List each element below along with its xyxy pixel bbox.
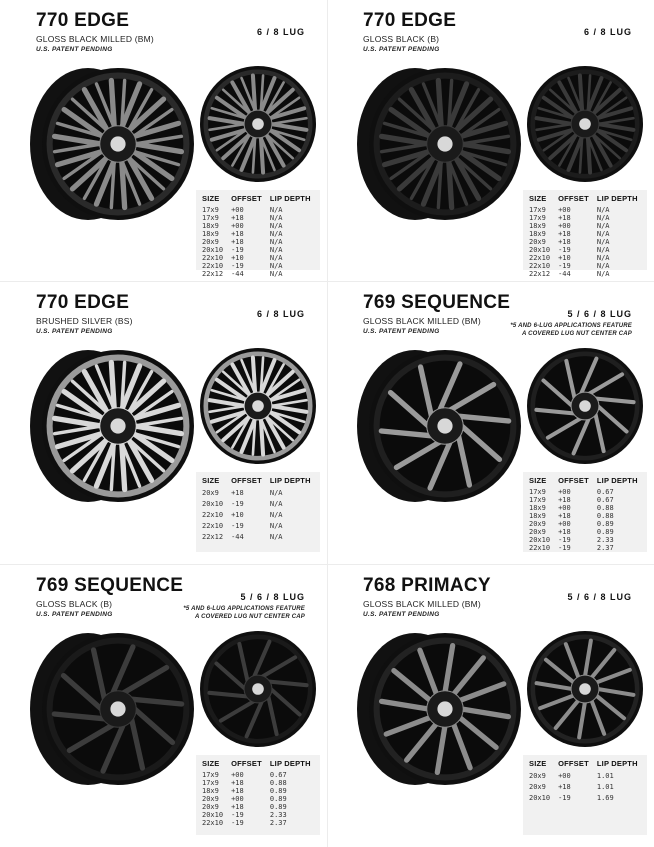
center-cap-logo <box>437 418 452 433</box>
table-row <box>202 214 319 222</box>
lip-depth-cell: 2.33 <box>269 811 287 819</box>
size-cell: 22x12 <box>202 533 224 541</box>
offset-cell: -19 <box>558 544 571 552</box>
offset-cell: -19 <box>558 262 571 270</box>
wheel-front-image <box>196 62 320 186</box>
offset-cell: -44 <box>558 270 571 278</box>
table-row <box>529 512 646 520</box>
table-row <box>202 803 319 811</box>
size-cell: 20x9 <box>529 783 546 791</box>
patent-note: U.S. PATENT PENDING <box>36 611 113 618</box>
table-row <box>202 771 319 779</box>
size-cell: 17x9 <box>202 771 219 779</box>
table-row <box>202 262 319 270</box>
offset-cell: -19 <box>231 246 244 254</box>
lip-depth-cell: N/A <box>596 230 610 238</box>
table-row <box>202 811 319 819</box>
offset-cell: +00 <box>231 795 244 803</box>
lip-depth-cell: N/A <box>269 270 283 278</box>
size-cell: 18x9 <box>202 222 219 230</box>
size-cell: 17x9 <box>529 488 546 496</box>
offset-cell: -44 <box>231 270 244 278</box>
lug-pattern: 5 / 6 / 8 LUG <box>567 309 632 319</box>
size-cell: 17x9 <box>202 206 219 214</box>
size-cell: 20x9 <box>529 772 546 780</box>
lip-depth-cell: N/A <box>269 238 283 246</box>
offset-cell: +00 <box>558 504 571 512</box>
size-cell: 17x9 <box>529 206 546 214</box>
lip-depth-cell: N/A <box>269 206 283 214</box>
product-finish: GLOSS BLACK (B) <box>363 34 440 44</box>
center-cap-logo <box>110 136 125 151</box>
table-row <box>202 499 319 510</box>
product-title: 769 SEQUENCE <box>363 292 511 313</box>
offset-cell: -19 <box>558 536 571 544</box>
offset-cell: +18 <box>231 787 244 795</box>
size-header: SIZE <box>529 476 547 485</box>
lip-depth-cell: N/A <box>269 222 283 230</box>
size-cell: 18x9 <box>202 787 219 795</box>
table-row <box>202 510 319 521</box>
lip-depth-cell: 2.37 <box>269 819 287 827</box>
spec-table <box>196 190 320 278</box>
table-row <box>529 544 646 552</box>
center-cap-logo <box>579 683 591 695</box>
size-cell: 18x9 <box>202 230 219 238</box>
size-cell: 22x10 <box>529 544 551 552</box>
size-cell: 18x9 <box>529 512 546 520</box>
offset-cell: +00 <box>558 206 571 214</box>
offset-cell: +18 <box>558 496 571 504</box>
size-header: SIZE <box>529 194 547 203</box>
lip-depth-cell: N/A <box>596 270 610 278</box>
lip-depth-cell: 0.67 <box>269 771 287 779</box>
offset-cell: +18 <box>558 783 571 791</box>
table-row <box>529 496 646 504</box>
size-cell: 22x12 <box>202 270 224 278</box>
offset-cell: +00 <box>231 206 244 214</box>
size-cell: 17x9 <box>529 496 546 504</box>
table-row <box>529 793 646 804</box>
center-cap-logo <box>252 400 264 412</box>
offset-cell: +18 <box>231 238 244 246</box>
lip-depth-header: LIP DEPTH <box>596 476 638 485</box>
offset-cell: -19 <box>231 500 244 508</box>
lip-depth-header: LIP DEPTH <box>596 759 638 768</box>
lip-depth-cell: N/A <box>269 214 283 222</box>
center-cap-logo <box>579 118 591 130</box>
offset-header: OFFSET <box>231 759 262 768</box>
offset-cell: +00 <box>558 222 571 230</box>
lug-pattern: 6 / 8 LUG <box>256 309 305 319</box>
lip-depth-cell: 0.88 <box>596 512 614 520</box>
lip-depth-cell: 0.89 <box>596 528 614 536</box>
product-finish: GLOSS BLACK (B) <box>36 599 113 609</box>
table-row <box>202 795 319 803</box>
center-cap-logo <box>437 701 452 716</box>
offset-cell: +10 <box>231 254 244 262</box>
table-row <box>202 488 319 499</box>
offset-cell: -19 <box>231 522 244 530</box>
offset-cell: +18 <box>231 779 244 787</box>
lip-depth-cell: N/A <box>269 246 283 254</box>
table-row <box>202 779 319 787</box>
offset-cell: -19 <box>231 811 244 819</box>
table-row <box>202 206 319 214</box>
product-cell <box>327 565 654 847</box>
size-header: SIZE <box>202 476 220 485</box>
lip-depth-cell: 0.89 <box>269 787 287 795</box>
table-row <box>529 488 646 496</box>
lip-depth-header: LIP DEPTH <box>269 759 311 768</box>
offset-cell: +00 <box>558 772 571 780</box>
lip-depth-cell: N/A <box>269 262 283 270</box>
table-row <box>529 206 646 214</box>
lip-depth-cell: N/A <box>596 214 610 222</box>
table-row <box>529 782 646 793</box>
size-cell: 22x10 <box>202 511 224 519</box>
product-cell <box>0 565 327 847</box>
table-row <box>529 238 646 246</box>
table-row <box>202 230 319 238</box>
table-row <box>202 532 319 543</box>
offset-header: OFFSET <box>558 759 589 768</box>
table-row <box>529 270 646 278</box>
offset-cell: -19 <box>231 262 244 270</box>
table-row <box>529 536 646 544</box>
size-cell: 17x9 <box>202 214 219 222</box>
spec-table <box>523 755 647 835</box>
product-cell <box>0 0 327 282</box>
lip-depth-cell: N/A <box>596 222 610 230</box>
table-row <box>202 521 319 532</box>
patent-note: U.S. PATENT PENDING <box>36 46 113 53</box>
size-cell: 17x9 <box>202 779 219 787</box>
offset-cell: -19 <box>558 246 571 254</box>
table-row <box>529 254 646 262</box>
lip-depth-cell: N/A <box>269 254 283 262</box>
size-cell: 20x10 <box>202 246 224 254</box>
size-cell: 20x9 <box>202 803 219 811</box>
offset-cell: +18 <box>558 230 571 238</box>
wheel-angled-image <box>345 62 523 222</box>
patent-note: U.S. PATENT PENDING <box>36 328 113 335</box>
offset-cell: +18 <box>558 214 571 222</box>
lip-depth-cell: 0.67 <box>596 496 614 504</box>
product-cell <box>0 282 327 564</box>
patent-note: U.S. PATENT PENDING <box>363 46 440 53</box>
size-cell: 20x10 <box>529 794 551 802</box>
table-row <box>529 262 646 270</box>
table-row <box>202 819 319 827</box>
size-header: SIZE <box>529 759 547 768</box>
lip-depth-cell: N/A <box>596 246 610 254</box>
size-cell: 18x9 <box>529 222 546 230</box>
size-cell: 22x10 <box>202 819 224 827</box>
table-row <box>529 246 646 254</box>
lip-depth-cell: 0.67 <box>596 488 614 496</box>
product-title: 768 PRIMACY <box>363 575 491 596</box>
lip-depth-cell: 0.89 <box>269 795 287 803</box>
wheel-front-image <box>196 344 320 468</box>
size-cell: 18x9 <box>529 230 546 238</box>
lug-note: *5 AND 6-LUG APPLICATIONS FEATURE A COVERED LUG NUT CENTER CAP <box>183 606 305 620</box>
size-header: SIZE <box>202 759 220 768</box>
lip-depth-cell: 0.88 <box>596 504 614 512</box>
center-cap-logo <box>110 701 125 716</box>
lip-depth-header: LIP DEPTH <box>269 194 311 203</box>
size-cell: 20x9 <box>202 238 219 246</box>
size-cell: 20x10 <box>202 811 224 819</box>
spec-table <box>523 472 647 552</box>
product-title: 770 EDGE <box>36 292 130 313</box>
table-row <box>202 238 319 246</box>
table-row <box>529 528 646 536</box>
lug-pattern: 6 / 8 LUG <box>256 27 305 37</box>
lip-depth-cell: 1.69 <box>596 794 614 802</box>
offset-cell: -19 <box>231 819 244 827</box>
lip-depth-cell: N/A <box>269 230 283 238</box>
lip-depth-cell: 0.89 <box>596 520 614 528</box>
size-cell: 20x10 <box>202 500 224 508</box>
wheel-angled-image <box>18 627 196 787</box>
lip-depth-cell: N/A <box>269 489 283 497</box>
offset-cell: +00 <box>558 520 571 528</box>
table-row <box>202 787 319 795</box>
center-cap-logo <box>579 400 591 412</box>
wheel-front-image <box>523 344 647 468</box>
size-header: SIZE <box>202 194 220 203</box>
offset-header: OFFSET <box>558 476 589 485</box>
offset-cell: +18 <box>231 214 244 222</box>
size-cell: 17x9 <box>529 214 546 222</box>
lip-depth-header: LIP DEPTH <box>269 476 311 485</box>
table-row <box>529 520 646 528</box>
offset-cell: +18 <box>231 489 244 497</box>
offset-header: OFFSET <box>231 194 262 203</box>
size-cell: 20x9 <box>202 489 219 497</box>
offset-cell: +00 <box>231 222 244 230</box>
size-cell: 20x10 <box>529 536 551 544</box>
lip-depth-cell: 1.01 <box>596 783 614 791</box>
offset-cell: -19 <box>558 794 571 802</box>
lug-note: *5 AND 6-LUG APPLICATIONS FEATURE A COVERED LUG NUT CENTER CAP <box>510 323 632 337</box>
offset-cell: +18 <box>558 238 571 246</box>
size-cell: 20x9 <box>529 520 546 528</box>
wheel-angled-image <box>18 344 196 504</box>
size-cell: 18x9 <box>529 504 546 512</box>
lip-depth-cell: 0.89 <box>269 803 287 811</box>
offset-cell: +00 <box>558 488 571 496</box>
table-row <box>529 504 646 512</box>
product-finish: GLOSS BLACK MILLED (BM) <box>363 599 481 609</box>
offset-cell: +18 <box>231 803 244 811</box>
product-cell <box>327 282 654 564</box>
table-row <box>529 214 646 222</box>
size-cell: 22x10 <box>202 254 224 262</box>
lip-depth-cell: N/A <box>596 254 610 262</box>
size-cell: 20x9 <box>202 795 219 803</box>
offset-cell: +18 <box>558 528 571 536</box>
size-cell: 22x12 <box>529 270 551 278</box>
size-cell: 20x9 <box>529 238 546 246</box>
center-cap-logo <box>252 118 264 130</box>
offset-cell: +10 <box>558 254 571 262</box>
table-row <box>529 222 646 230</box>
lip-depth-cell: N/A <box>596 262 610 270</box>
product-title: 770 EDGE <box>363 10 457 31</box>
table-row <box>202 222 319 230</box>
table-row <box>202 254 319 262</box>
lug-pattern: 6 / 8 LUG <box>583 27 632 37</box>
spec-table <box>523 190 647 278</box>
product-cell <box>327 0 654 282</box>
lug-pattern: 5 / 6 / 8 LUG <box>240 592 305 602</box>
product-finish: GLOSS BLACK MILLED (BM) <box>363 316 481 326</box>
table-row <box>529 771 646 782</box>
product-title: 770 EDGE <box>36 10 130 31</box>
product-finish: GLOSS BLACK MILLED (BM) <box>36 34 154 44</box>
lip-depth-cell: 0.88 <box>269 779 287 787</box>
size-cell: 22x10 <box>202 262 224 270</box>
offset-cell: +18 <box>558 512 571 520</box>
offset-cell: +00 <box>231 771 244 779</box>
lip-depth-cell: N/A <box>269 511 283 519</box>
size-cell: 22x10 <box>202 522 224 530</box>
product-finish: BRUSHED SILVER (BS) <box>36 316 133 326</box>
size-cell: 20x10 <box>529 246 551 254</box>
table-row <box>202 246 319 254</box>
wheel-front-image <box>196 627 320 751</box>
offset-cell: +10 <box>231 511 244 519</box>
lip-depth-cell: 2.37 <box>596 544 614 552</box>
offset-header: OFFSET <box>558 194 589 203</box>
lip-depth-header: LIP DEPTH <box>596 194 638 203</box>
lip-depth-cell: N/A <box>596 238 610 246</box>
spec-table <box>196 755 320 835</box>
center-cap-logo <box>252 683 264 695</box>
wheel-angled-image <box>18 62 196 222</box>
spec-table <box>196 472 320 552</box>
lip-depth-cell: N/A <box>269 500 283 508</box>
wheel-front-image <box>523 627 647 751</box>
center-cap-logo <box>110 418 125 433</box>
center-cap-logo <box>437 136 452 151</box>
patent-note: U.S. PATENT PENDING <box>363 611 440 618</box>
patent-note: U.S. PATENT PENDING <box>363 328 440 335</box>
offset-cell: -44 <box>231 533 244 541</box>
wheel-angled-image <box>345 627 523 787</box>
wheel-angled-image <box>345 344 523 504</box>
lip-depth-cell: N/A <box>269 522 283 530</box>
lip-depth-cell: N/A <box>596 206 610 214</box>
lip-depth-cell: 2.33 <box>596 536 614 544</box>
offset-cell: +18 <box>231 230 244 238</box>
offset-header: OFFSET <box>231 476 262 485</box>
lug-pattern: 5 / 6 / 8 LUG <box>567 592 632 602</box>
wheel-front-image <box>523 62 647 186</box>
size-cell: 22x10 <box>529 262 551 270</box>
table-row <box>529 230 646 238</box>
size-cell: 22x10 <box>529 254 551 262</box>
table-row <box>202 270 319 278</box>
product-title: 769 SEQUENCE <box>36 575 184 596</box>
lip-depth-cell: N/A <box>269 533 283 541</box>
lip-depth-cell: 1.01 <box>596 772 614 780</box>
size-cell: 20x9 <box>529 528 546 536</box>
